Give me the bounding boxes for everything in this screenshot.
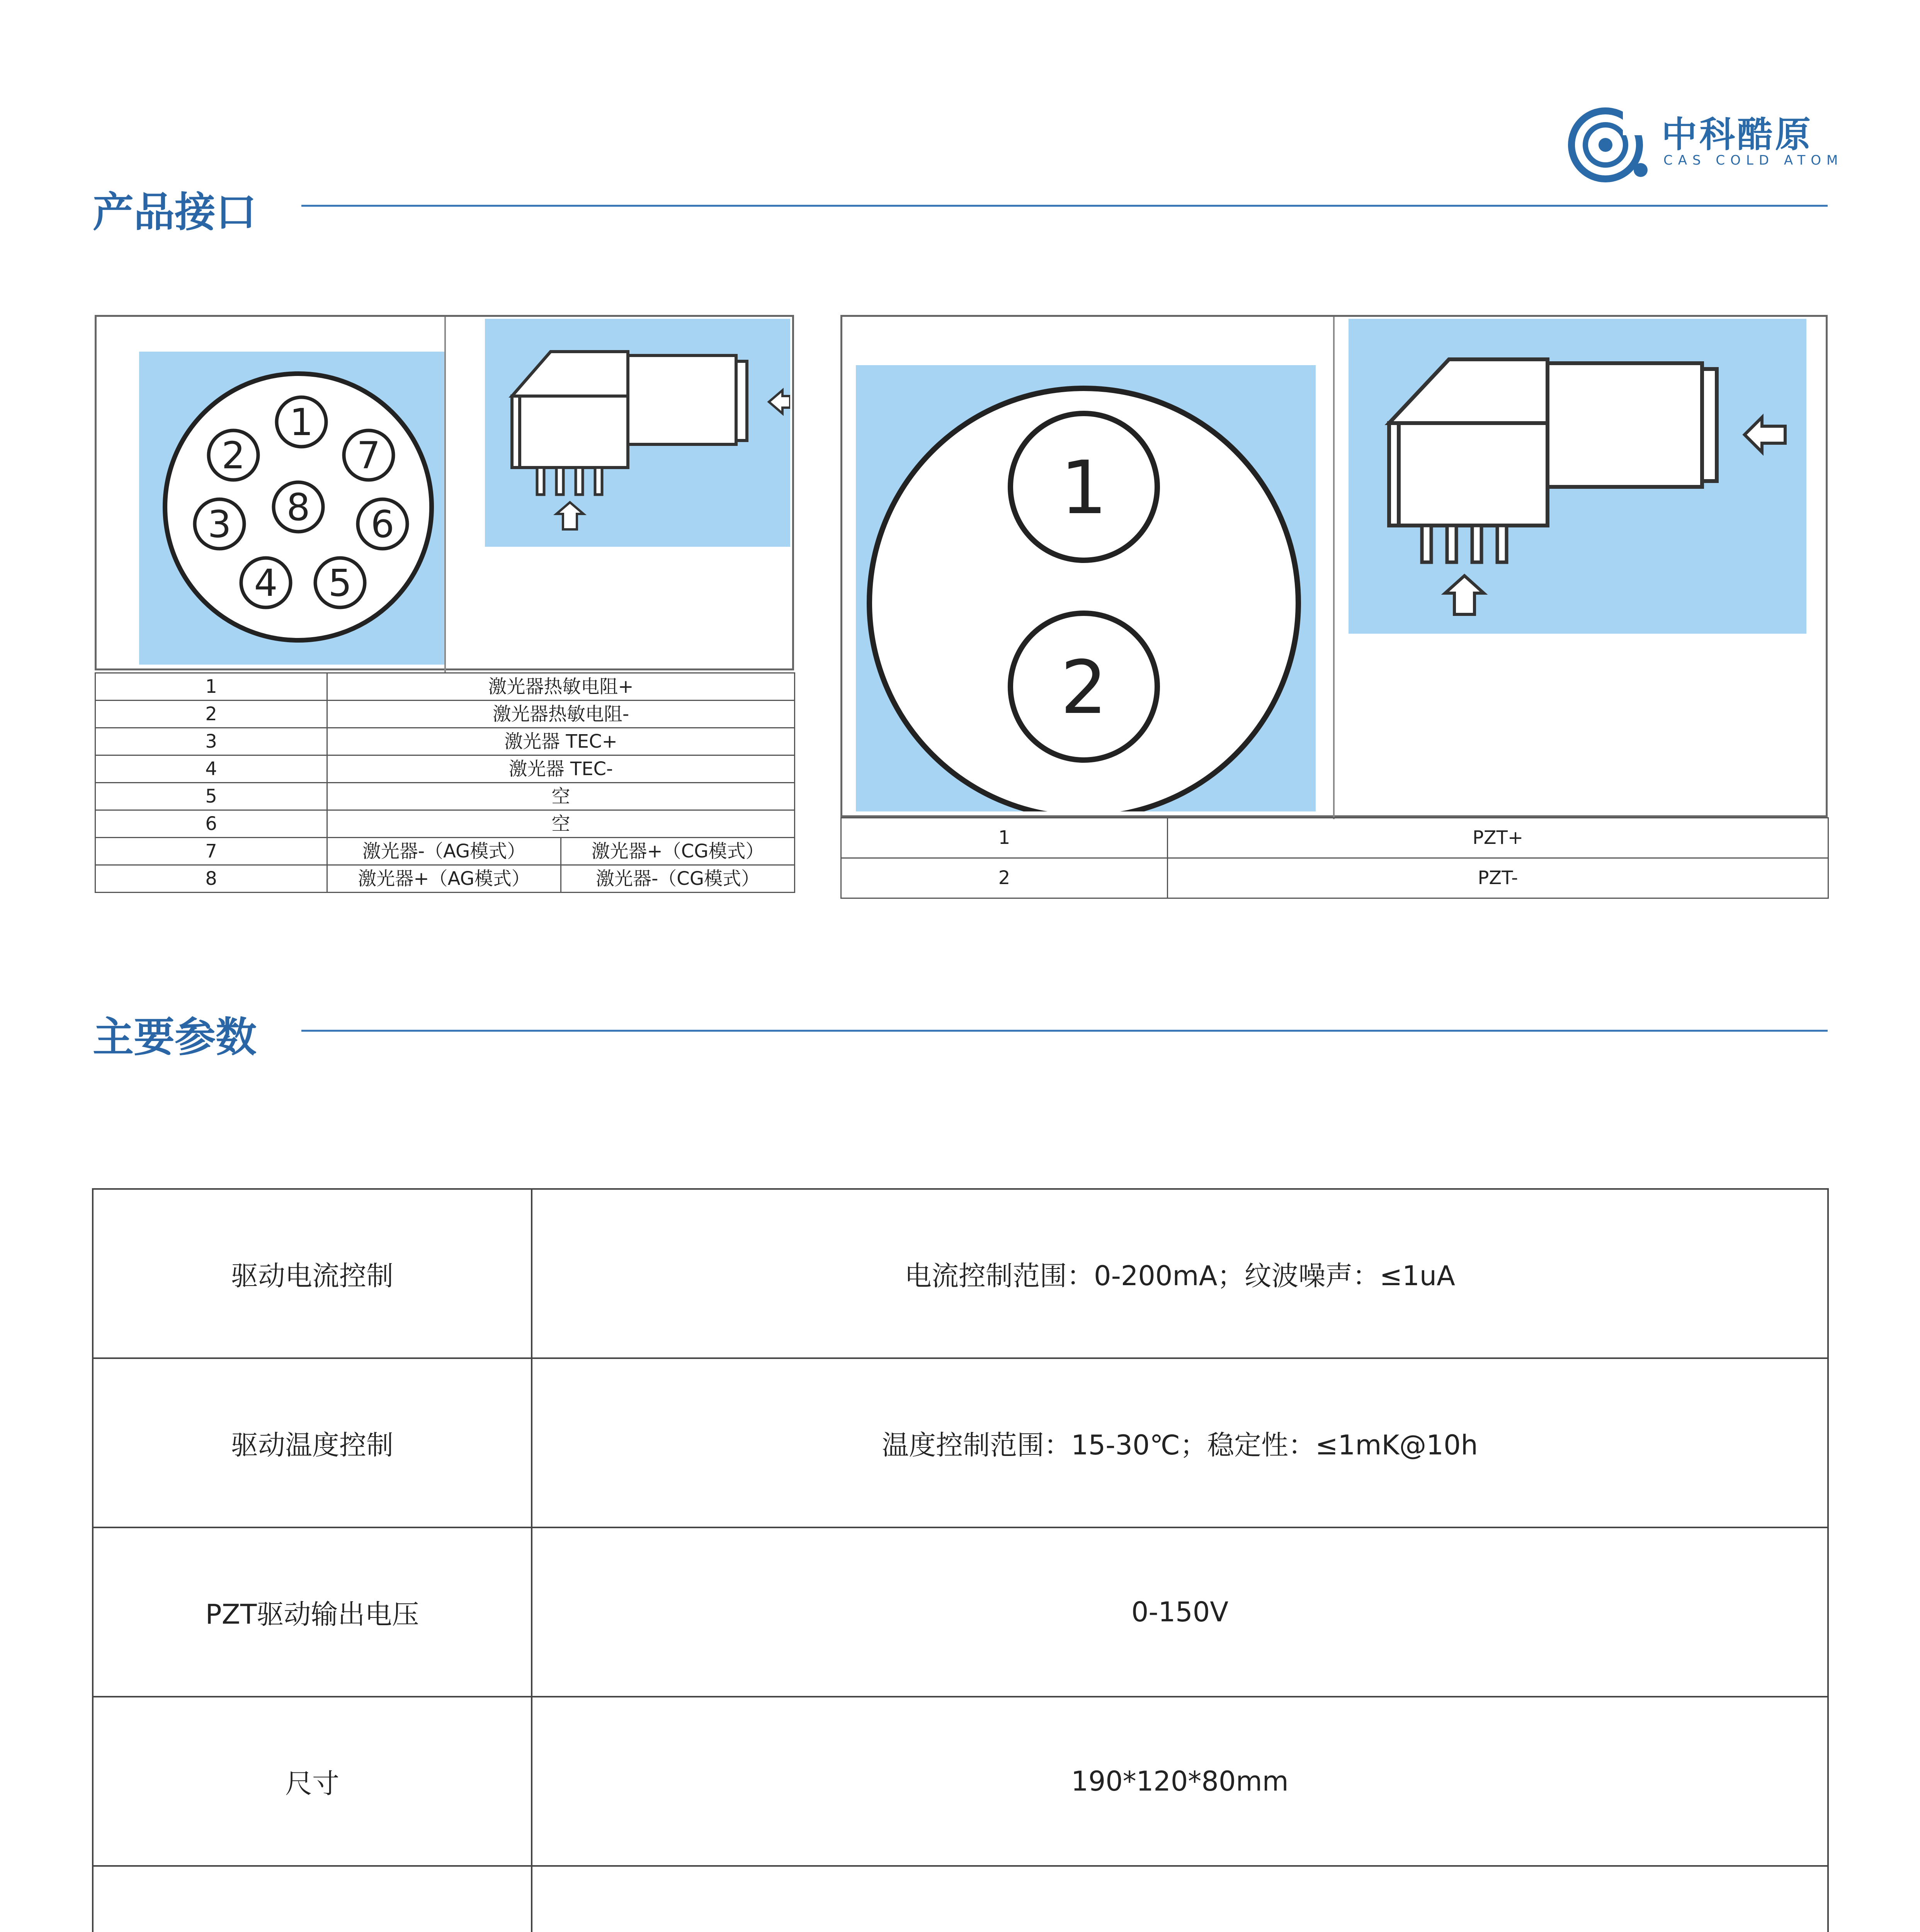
table-row	[93, 1358, 1828, 1527]
param-label: 尺寸	[93, 1697, 532, 1866]
section-divider	[301, 1030, 1828, 1032]
pin-label-4: 4	[254, 561, 278, 605]
table-row	[93, 1189, 1828, 1358]
table-row	[93, 1866, 1828, 1932]
logo-name-en: CAS COLD ATOM	[1663, 153, 1843, 168]
table-row: 5 空	[95, 783, 795, 810]
pin-label-3: 3	[207, 503, 231, 546]
table-row: 2 PZT-	[841, 858, 1828, 898]
param-value: 温度控制范围：15-30℃；稳定性：≤1mK@10h	[532, 1358, 1828, 1527]
pin-label-2: 2	[1060, 645, 1107, 730]
divider	[1333, 317, 1335, 819]
table-row: 4 激光器 TEC-	[95, 755, 795, 783]
pin-label-1: 1	[289, 401, 313, 444]
connector-b-face-diagram	[856, 365, 1316, 811]
pin-label-7: 7	[357, 434, 381, 477]
table-row: 8 激光器+（AG模式） 激光器-（CG模式）	[95, 865, 795, 893]
logo	[1565, 100, 1843, 189]
connector-b-pin-table	[840, 817, 1829, 899]
table-row: 2 激光器热敏电阻-	[95, 701, 795, 728]
param-label: PZT驱动输出电压	[93, 1527, 532, 1697]
pin-label-6: 6	[371, 503, 395, 546]
connector-a-face-diagram	[139, 352, 444, 665]
pin-label-5: 5	[328, 561, 352, 605]
section-title-params: 主要参数	[93, 1014, 257, 1061]
pin-label-2: 2	[221, 434, 245, 477]
logo-name-cn: 中科酷原	[1662, 114, 1813, 155]
params-table	[92, 1188, 1829, 1932]
param-label: 驱动电流控制	[93, 1189, 532, 1358]
param-value: 190*120*80mm	[532, 1697, 1828, 1866]
param-value	[532, 1866, 1828, 1932]
connector-a-pin-table	[95, 672, 795, 893]
connector-b-side-diagram	[1349, 319, 1806, 634]
table-row: 7 激光器-（AG模式） 激光器+（CG模式）	[95, 838, 795, 865]
table-row: 6 空	[95, 810, 795, 838]
param-value: 电流控制范围：0-200mA；纹波噪声：≤1uA	[532, 1189, 1828, 1358]
connector-a-side-diagram	[485, 319, 790, 547]
table-row	[93, 1527, 1828, 1697]
table-row	[93, 1697, 1828, 1866]
table-row: 1 PZT+	[841, 818, 1828, 858]
table-row: 1 激光器热敏电阻+	[95, 673, 795, 701]
connector-a-panel	[95, 315, 794, 889]
pin-label-8: 8	[286, 486, 310, 529]
logo-mark-icon	[1565, 100, 1654, 189]
section-title-interface: 产品接口	[93, 189, 257, 236]
section-divider	[301, 205, 1828, 207]
param-label	[93, 1866, 532, 1932]
pin-label-1: 1	[1060, 445, 1107, 531]
param-value: 0-150V	[532, 1527, 1828, 1697]
divider	[444, 317, 446, 672]
table-row: 3 激光器 TEC+	[95, 728, 795, 755]
param-label: 驱动温度控制	[93, 1358, 532, 1527]
connector-b-panel	[840, 315, 1828, 889]
